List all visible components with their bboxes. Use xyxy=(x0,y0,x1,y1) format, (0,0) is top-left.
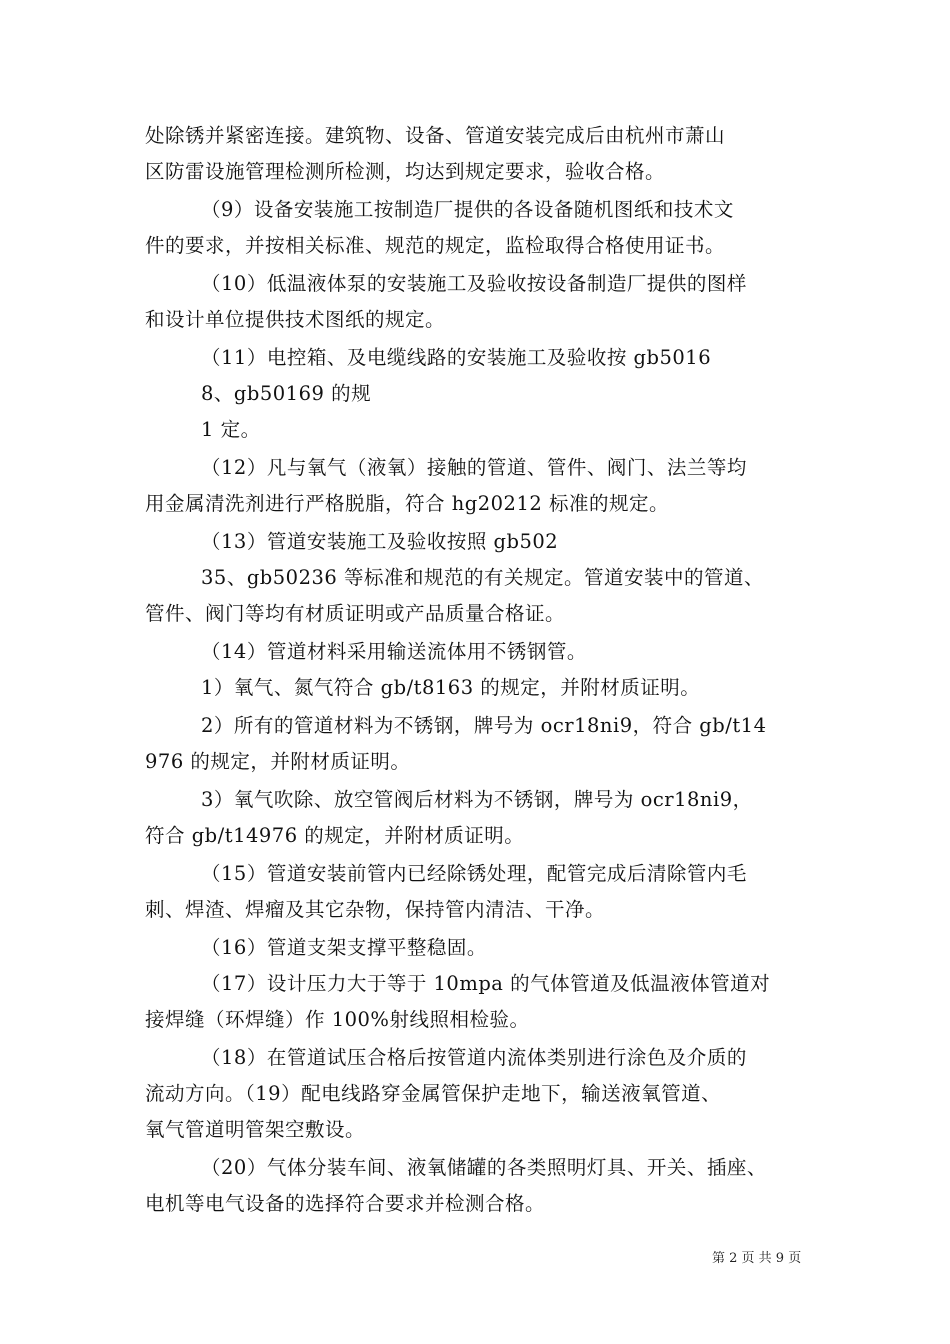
text-line: 用金属清洗剂进行严格脱脂，符合 hg20212 标准的规定。 xyxy=(145,492,669,515)
text-line: 流动方向。（19）配电线路穿金属管保护走地下，输送液氧管道、 xyxy=(145,1082,722,1105)
text-line: （9）设备安装施工按制造厂提供的各设备随机图纸和技术文 xyxy=(201,198,734,221)
text-line: （16）管道支架支撑平整稳固。 xyxy=(201,936,487,959)
text-line: 和设计单位提供技术图纸的规定。 xyxy=(145,308,446,331)
text-line: 符合 gb/t14976 的规定，并附材质证明。 xyxy=(145,824,525,847)
text-line: （17）设计压力大于等于 10mpa 的气体管道及低温液体管道对 xyxy=(201,972,771,995)
text-line: （13）管道安装施工及验收按照 gb502 xyxy=(201,530,559,553)
text-line: 区防雷设施管理检测所检测，均达到规定要求，验收合格。 xyxy=(145,160,666,183)
text-line: 8、gb50169 的规 xyxy=(201,382,372,405)
text-line: （18）在管道试压合格后按管道内流体类别进行涂色及介质的 xyxy=(201,1046,747,1069)
page-number: 第 2 页 共 9 页 xyxy=(712,1251,802,1266)
text-line: 电机等电气设备的选择符合要求并检测合格。 xyxy=(145,1192,546,1215)
text-line: （20）气体分装车间、液氧储罐的各类照明灯具、开关、插座、 xyxy=(201,1156,767,1179)
text-line: 接焊缝（环焊缝）作 100%射线照相检验。 xyxy=(145,1008,530,1031)
text-line: （10）低温液体泵的安装施工及验收按设备制造厂提供的图样 xyxy=(201,272,747,295)
text-line: （15）管道安装前管内已经除锈处理，配管完成后清除管内毛 xyxy=(201,862,747,885)
text-line: 件的要求，并按相关标准、规范的规定，监检取得合格使用证书。 xyxy=(145,234,726,257)
text-line: 管件、阀门等均有材质证明或产品质量合格证。 xyxy=(145,602,566,625)
text-line: 处除锈并紧密连接。建筑物、设备、管道安装完成后由杭州市萧山 xyxy=(145,124,726,147)
text-line: 2）所有的管道材料为不锈钢，牌号为 ocr18ni9，符合 gb/t14 xyxy=(201,714,767,737)
text-line: 35、gb50236 等标准和规范的有关规定。管道安装中的管道、 xyxy=(201,566,765,589)
text-line: 1 定。 xyxy=(201,418,261,441)
text-line: 976 的规定，并附材质证明。 xyxy=(145,750,411,773)
text-line: 刺、焊渣、焊瘤及其它杂物，保持管内清洁、干净。 xyxy=(145,898,606,921)
text-line: 1）氧气、氮气符合 gb/t8163 的规定，并附材质证明。 xyxy=(201,676,701,699)
text-line: （14）管道材料采用输送流体用不锈钢管。 xyxy=(201,640,587,663)
text-line: （11）电控箱、及电缆线路的安装施工及验收按 gb5016 xyxy=(201,346,712,369)
text-line: 3）氧气吹除、放空管阀后材料为不锈钢，牌号为 ocr18ni9， xyxy=(201,788,753,811)
text-line: （12）凡与氧气（液氧）接触的管道、管件、阀门、法兰等均 xyxy=(201,456,747,479)
text-line: 氧气管道明管架空敷设。 xyxy=(145,1118,366,1141)
